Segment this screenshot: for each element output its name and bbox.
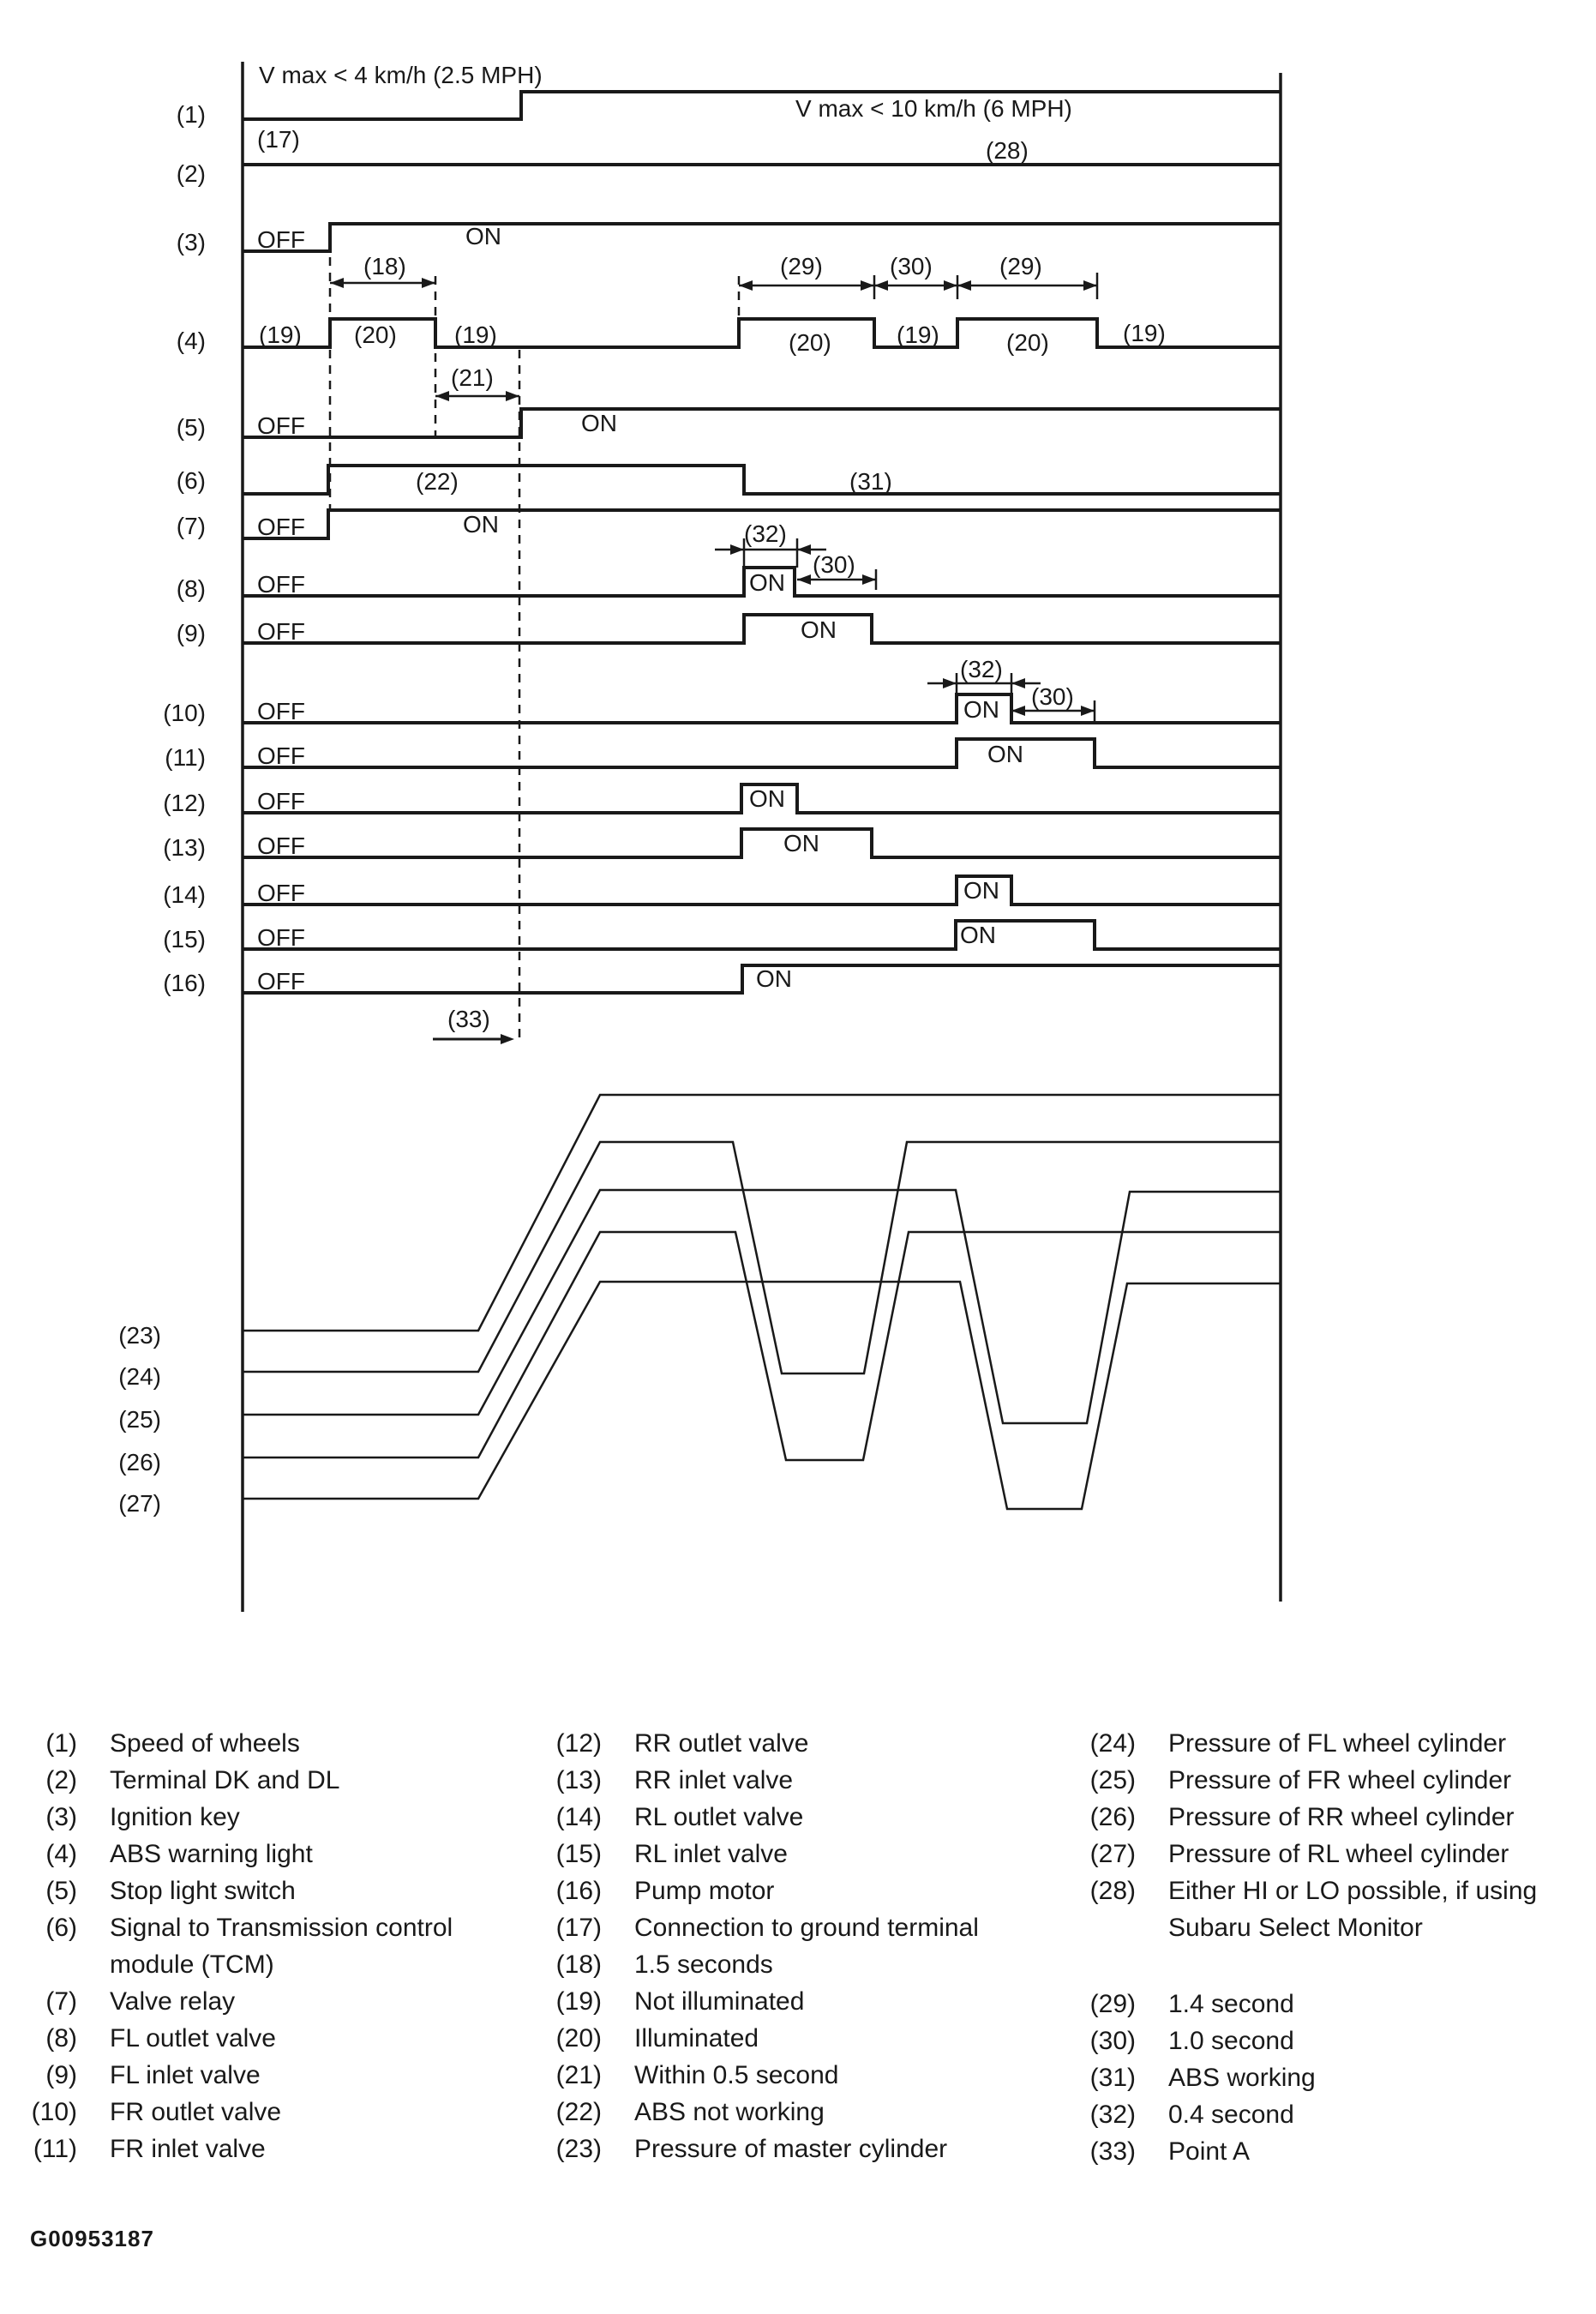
legend-item-12 xyxy=(549,1725,1033,1762)
state-on-15: ON xyxy=(960,922,996,948)
legend-item-number: (27) xyxy=(1089,1840,1136,1868)
state-off-11: OFF xyxy=(257,742,305,769)
ref-32-r8: (32) xyxy=(744,520,787,547)
state-off-12: OFF xyxy=(257,788,305,814)
row-num-1: (1) xyxy=(176,101,206,128)
dim-29b-head-left xyxy=(957,280,971,291)
legend-item-29 xyxy=(1083,1986,1575,2022)
legend-item-number: (22) xyxy=(555,2098,602,2126)
legend-item-number: (21) xyxy=(555,2061,602,2089)
legend-column-2 xyxy=(549,1725,1033,2167)
row-num-15: (15) xyxy=(163,926,206,953)
ref-30-r8: (30) xyxy=(813,551,855,578)
legend-item-33 xyxy=(1083,2133,1575,2170)
legend-item-text: RR outlet valve xyxy=(634,1729,809,1758)
legend-item-text: Illuminated xyxy=(634,2024,759,2053)
state-on-11: ON xyxy=(987,741,1023,767)
legend-item-number: (20) xyxy=(555,2024,602,2053)
signal-1-speed-of-wheels xyxy=(243,92,1281,119)
legend-item-25 xyxy=(1083,1762,1575,1799)
signal-3-ignition-key xyxy=(243,224,1281,251)
legend-item-text: ABS working xyxy=(1168,2064,1316,2092)
legend-item-number: (17) xyxy=(555,1914,602,1942)
dim-30-r10-head-left xyxy=(1011,706,1025,716)
legend-item-text: Pressure of RR wheel cylinder xyxy=(1168,1803,1515,1831)
figure-code: G00953187 xyxy=(30,2226,154,2251)
legend-item-1 xyxy=(24,1725,491,1762)
legend-item-text: Signal to Transmission control module (TCM) xyxy=(110,1914,453,1979)
label-vmax-low: V max < 4 km/h (2.5 MPH) xyxy=(259,62,543,88)
legend-item-number: (15) xyxy=(555,1840,602,1868)
ref-29-a: (29) xyxy=(780,253,823,279)
legend-item-text: Valve relay xyxy=(110,1987,236,2016)
legend-column-1 xyxy=(24,1725,491,2167)
state-off-14: OFF xyxy=(257,880,305,906)
legend-item-text: Connection to ground terminal xyxy=(634,1914,979,1942)
legend-item-number: (6) xyxy=(45,1914,77,1942)
row-num-25: (25) xyxy=(118,1406,161,1433)
signal-9-fl-inlet-valve xyxy=(243,615,1281,643)
row-num-16: (16) xyxy=(163,970,206,996)
row-num-13: (13) xyxy=(163,834,206,861)
legend-column-3 xyxy=(1083,1725,1575,2170)
dim-21-head-left xyxy=(435,391,449,401)
ref-30-r10: (30) xyxy=(1031,683,1074,710)
dim-30a-head-left xyxy=(874,280,888,291)
legend-item-text: 0.4 second xyxy=(1168,2101,1294,2129)
legend-item-number: (4) xyxy=(45,1840,77,1868)
row-num-26: (26) xyxy=(118,1449,161,1476)
legend-item-22 xyxy=(549,2094,1033,2131)
legend-item-number: (29) xyxy=(1089,1990,1136,2018)
legend-item-text: Stop light switch xyxy=(110,1877,296,1905)
state-on-3: ON xyxy=(465,223,501,249)
legend-item-4 xyxy=(24,1836,491,1872)
ref-31: (31) xyxy=(849,468,892,495)
legend-item-text: 1.4 second xyxy=(1168,1990,1294,2018)
legend-item-number: (24) xyxy=(1089,1729,1136,1758)
ref-33: (33) xyxy=(447,1006,490,1032)
state-on-5: ON xyxy=(581,410,617,436)
state-off-15: OFF xyxy=(257,924,305,951)
legend-item-number: (1) xyxy=(45,1729,77,1758)
dim-30-r10-head-right xyxy=(1081,706,1095,716)
state-on-14: ON xyxy=(963,877,999,904)
label-vmax-high: V max < 10 km/h (6 MPH) xyxy=(795,95,1072,122)
ref-19-d: (19) xyxy=(1123,320,1166,346)
legend-item-27 xyxy=(1083,1836,1575,1872)
state-on-10: ON xyxy=(963,696,999,723)
signal-10-fr-outlet-valve xyxy=(243,694,1281,723)
dim-29a-head-left xyxy=(739,280,753,291)
row-num-24: (24) xyxy=(118,1363,161,1390)
legend-item-text: FR outlet valve xyxy=(110,2098,282,2126)
legend-item-15 xyxy=(549,1836,1033,1872)
legend-item-number: (30) xyxy=(1089,2027,1136,2055)
row-num-12: (12) xyxy=(163,790,206,816)
legend-item-text: Terminal DK and DL xyxy=(110,1766,340,1794)
row-num-11: (11) xyxy=(165,744,206,771)
legend-item-text: FR inlet valve xyxy=(110,2135,266,2163)
state-on-7: ON xyxy=(463,511,499,538)
legend-item-number: (3) xyxy=(45,1803,77,1831)
curve-26-pressure-rr-wheel xyxy=(243,1232,1281,1460)
ref-17: (17) xyxy=(257,126,300,153)
legend-item-text: RR inlet valve xyxy=(634,1766,794,1794)
legend-item-3 xyxy=(24,1799,491,1836)
legend-item-number: (2) xyxy=(45,1766,77,1794)
legend-item-19 xyxy=(549,1983,1033,2020)
legend-item-text: Speed of wheels xyxy=(110,1729,300,1758)
dim-18-head-right xyxy=(422,278,435,288)
legend-item-20 xyxy=(549,2020,1033,2057)
dim-32-r10-head-left xyxy=(943,678,957,688)
legend-item-10 xyxy=(24,2094,491,2131)
legend-item-5 xyxy=(24,1872,491,1909)
legend-item-number: (28) xyxy=(1089,1877,1136,1905)
legend-item-text: ABS not working xyxy=(634,2098,825,2126)
legend-item-number: (13) xyxy=(555,1766,602,1794)
legend-item-32 xyxy=(1083,2096,1575,2133)
ref-19-a: (19) xyxy=(259,322,302,348)
dim-32-r10-head-right xyxy=(1011,678,1025,688)
row-num-9: (9) xyxy=(176,620,206,646)
legend-item-28 xyxy=(1083,1872,1575,1946)
state-off-8: OFF xyxy=(257,571,305,598)
signal-13-rr-inlet-valve xyxy=(243,829,1281,857)
legend-item-number: (26) xyxy=(1089,1803,1136,1831)
curve-27-pressure-rl-wheel xyxy=(243,1282,1281,1509)
legend-item-6 xyxy=(24,1909,491,1983)
legend-item-18 xyxy=(549,1946,1033,1983)
legend-item-text: FL inlet valve xyxy=(110,2061,261,2089)
row-num-23: (23) xyxy=(118,1322,161,1349)
legend-item-text: Either HI or LO possible, if using Subaru Select Monitor xyxy=(1168,1877,1538,1942)
legend-item-16 xyxy=(549,1872,1033,1909)
dim-21-head-right xyxy=(506,391,519,401)
legend-item-number: (11) xyxy=(33,2135,77,2163)
legend-item-text: Point A xyxy=(1168,2137,1251,2166)
ref-20-c: (20) xyxy=(1006,329,1049,356)
signal-14-rl-outlet-valve xyxy=(243,876,1281,905)
ref-32-r10: (32) xyxy=(960,656,1003,682)
legend-item-number: (10) xyxy=(31,2098,77,2126)
signal-15-rl-inlet-valve xyxy=(243,921,1281,949)
curve-25-pressure-fr-wheel xyxy=(243,1190,1281,1423)
legend-item-text: Pressure of RL wheel cylinder xyxy=(1168,1840,1509,1868)
legend-item-text: Pressure of FL wheel cylinder xyxy=(1168,1729,1507,1758)
legend-item-text: Pressure of master cylinder xyxy=(634,2135,948,2163)
legend-item-text: 1.0 second xyxy=(1168,2027,1294,2055)
row-num-3: (3) xyxy=(176,229,206,255)
dim-30-r8-head-left xyxy=(797,574,811,585)
row-num-2: (2) xyxy=(176,160,206,187)
legend-item-number: (5) xyxy=(45,1877,77,1905)
row-num-10: (10) xyxy=(163,700,206,726)
legend-item-number: (31) xyxy=(1089,2064,1136,2092)
state-on-9: ON xyxy=(801,616,837,643)
state-off-13: OFF xyxy=(257,832,305,859)
legend-item-number: (33) xyxy=(1089,2137,1136,2166)
state-off-7: OFF xyxy=(257,514,305,540)
legend-item-number: (9) xyxy=(45,2061,77,2089)
legend-item-text: ABS warning light xyxy=(110,1840,313,1868)
dim-18-head-left xyxy=(330,278,344,288)
legend-item-21 xyxy=(549,2057,1033,2094)
dim-30-r8-head-right xyxy=(862,574,876,585)
ref-29-b: (29) xyxy=(999,253,1042,279)
legend-item-number: (7) xyxy=(45,1987,77,2016)
ref-20-b: (20) xyxy=(789,329,831,356)
row-num-6: (6) xyxy=(176,467,206,494)
ref-21: (21) xyxy=(451,364,494,391)
legend-item-7 xyxy=(24,1983,491,2020)
state-on-13: ON xyxy=(783,830,819,856)
signal-5-stop-light-switch xyxy=(243,409,1281,437)
legend-item-26 xyxy=(1083,1799,1575,1836)
ref-20-a: (20) xyxy=(354,322,397,348)
row-num-7: (7) xyxy=(176,513,206,539)
ref-30-a: (30) xyxy=(890,253,933,279)
legend-item-number: (18) xyxy=(555,1950,602,1979)
ref-22: (22) xyxy=(416,468,459,495)
legend-item-17 xyxy=(549,1909,1033,1946)
legend-item-text: RL outlet valve xyxy=(634,1803,804,1831)
dim-32-r8-head-right xyxy=(797,544,811,555)
ref-28: (28) xyxy=(986,137,1029,164)
legend-item-text: Within 0.5 second xyxy=(634,2061,839,2089)
legend-item-number: (8) xyxy=(45,2024,77,2053)
legend-item-number: (19) xyxy=(555,1987,602,2016)
legend-item-11 xyxy=(24,2131,491,2167)
dim-32-r8-head-left xyxy=(730,544,744,555)
state-on-16: ON xyxy=(756,965,792,992)
legend-item-13 xyxy=(549,1762,1033,1799)
dim-30a-head-right xyxy=(944,280,957,291)
legend-item-30 xyxy=(1083,2022,1575,2059)
legend-item-number: (25) xyxy=(1089,1766,1136,1794)
row-num-4: (4) xyxy=(176,328,206,354)
row-num-14: (14) xyxy=(163,881,206,908)
row-num-8: (8) xyxy=(176,575,206,602)
ref-19-c: (19) xyxy=(897,322,939,348)
row-num-5: (5) xyxy=(176,414,206,441)
legend-item-8 xyxy=(24,2020,491,2057)
legend-item-24 xyxy=(1083,1725,1575,1762)
legend-item-number: (32) xyxy=(1089,2101,1136,2129)
legend-item-31 xyxy=(1083,2059,1575,2096)
row-num-27: (27) xyxy=(118,1490,161,1517)
legend-item-text: Not illuminated xyxy=(634,1987,805,2016)
legend-item-text: 1.5 seconds xyxy=(634,1950,773,1979)
legend-item-number: (16) xyxy=(555,1877,602,1905)
legend-item-9 xyxy=(24,2057,491,2094)
legend-item-number: (12) xyxy=(555,1729,602,1758)
curve-24-pressure-fl-wheel xyxy=(243,1142,1281,1373)
state-off-10: OFF xyxy=(257,698,305,724)
state-on-8: ON xyxy=(749,569,785,596)
legend-item-number: (23) xyxy=(555,2135,602,2163)
legend-item-text: Ignition key xyxy=(110,1803,240,1831)
legend-item-23 xyxy=(549,2131,1033,2167)
state-on-12: ON xyxy=(749,785,785,812)
dim-29a-head-right xyxy=(861,280,874,291)
state-off-3: OFF xyxy=(257,226,305,253)
legend-item-2 xyxy=(24,1762,491,1799)
legend-item-number: (14) xyxy=(555,1803,602,1831)
legend-item-text: Pressure of FR wheel cylinder xyxy=(1168,1766,1512,1794)
legend-item-text: FL outlet valve xyxy=(110,2024,276,2053)
point-a-arrow-head xyxy=(501,1034,514,1044)
legend-item-14 xyxy=(549,1799,1033,1836)
signal-11-fr-inlet-valve xyxy=(243,739,1281,767)
signal-6-signal-to-tcm xyxy=(243,466,1281,494)
dim-29b-head-right xyxy=(1083,280,1097,291)
state-off-5: OFF xyxy=(257,412,305,439)
state-off-16: OFF xyxy=(257,968,305,995)
legend-item-text: RL inlet valve xyxy=(634,1840,788,1868)
ref-19-b: (19) xyxy=(454,322,497,348)
state-off-9: OFF xyxy=(257,618,305,645)
ref-18: (18) xyxy=(363,253,406,279)
legend-item-text: Pump motor xyxy=(634,1877,775,1905)
